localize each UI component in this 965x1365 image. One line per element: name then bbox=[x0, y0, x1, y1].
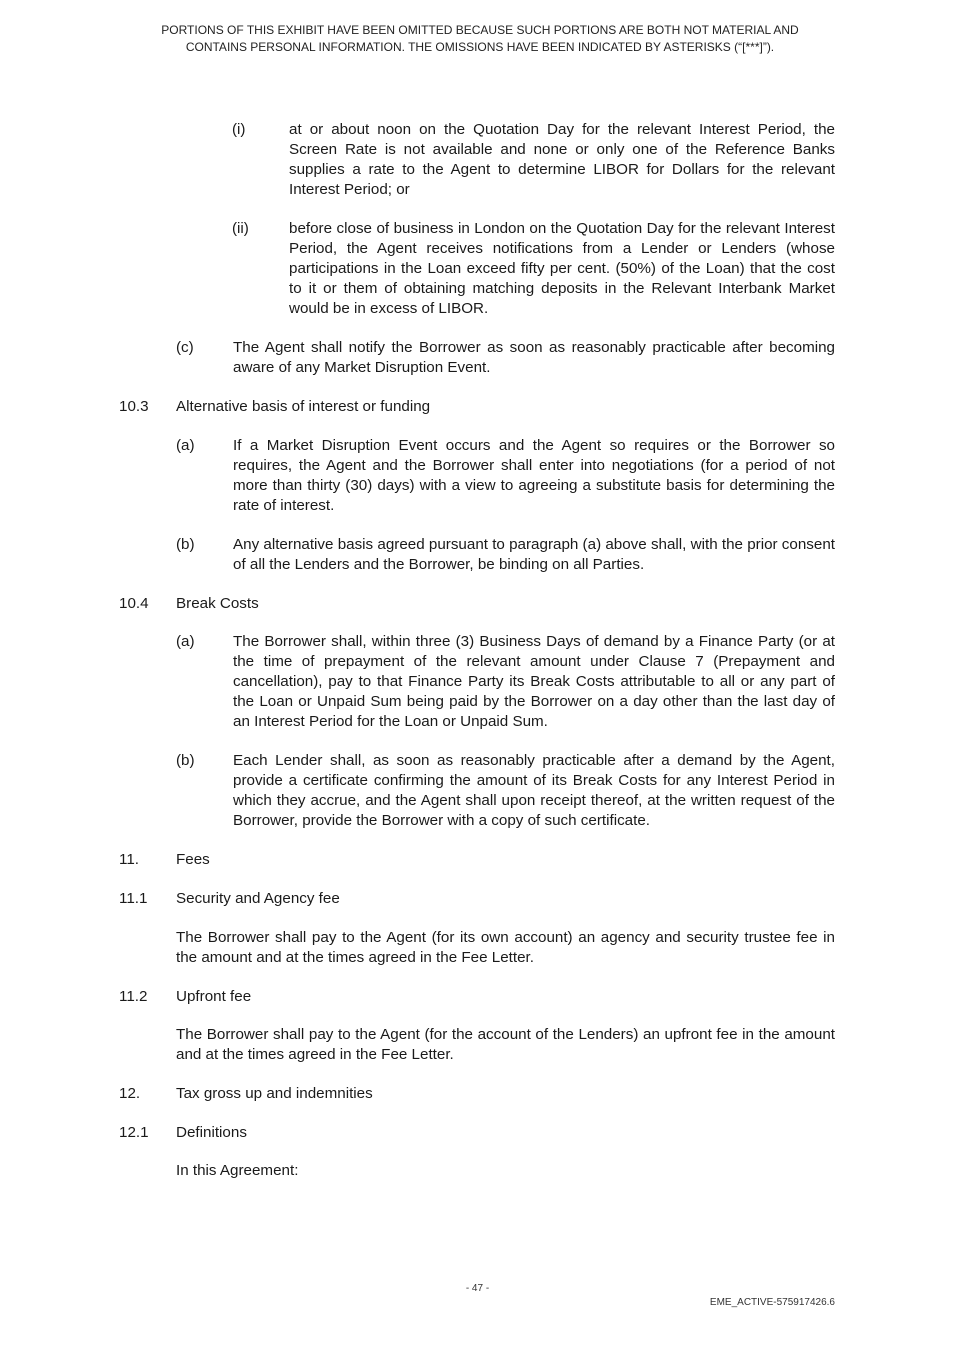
document-reference: EME_ACTIVE-575917426.6 bbox=[709, 1297, 835, 1308]
paragraph-text: Any alternative basis agreed pursuant to paragraph (a) above shall, with the prior consent of all the Lenders and the Borrower, be binding on all Parties. bbox=[233, 536, 835, 573]
clause-number: 10.3 bbox=[119, 398, 149, 415]
subitem-number: (i) bbox=[232, 121, 246, 138]
paragraph-text: If a Market Disruption Event occurs and the Agent so requires or the Borrower so requires, the Agent and the Borrower shall enter into negotiations (for a period of not more than thirty (30) days) with a view to agreeing a substitute basis for determining the rate of interest. bbox=[233, 437, 835, 514]
header-line-1: PORTIONS OF THIS EXHIBIT HAVE BEEN OMITTED BECAUSE SUCH PORTIONS ARE BOTH NOT MATERIAL AND bbox=[161, 23, 799, 37]
clause-number: 11. bbox=[119, 851, 139, 868]
clause-title: Tax gross up and indemnities bbox=[176, 1085, 373, 1102]
clause-title: Alternative basis of interest or funding bbox=[176, 398, 431, 415]
page-number: - 47 - bbox=[465, 1283, 490, 1294]
clause-title: Break Costs bbox=[176, 595, 259, 612]
subitem-text: at or about noon on the Quotation Day for the relevant Interest Period, the Screen Rate is not available and none or only one of the Reference Banks supplies a rate to the Agent to determine LIBOR for Dollars for the relevant Interest Period; or bbox=[289, 121, 835, 198]
paragraph-text: The Borrower shall, within three (3) Business Days of demand by a Finance Party (or at the time of prepayment of the relevant amount under Clause 7 (Prepayment and cancellation), pay to that Finance Party its Break Costs attributable to all or any part of the Loan or Unpaid Sum being paid by the Borrower on a day other than the last day of an Interest Period for the Loan or Unpaid Sum. bbox=[233, 633, 835, 730]
paragraph-number: (a) bbox=[176, 633, 195, 650]
paragraph-number: (b) bbox=[176, 752, 195, 769]
clause-number: 11.2 bbox=[119, 988, 148, 1005]
clause-title: Definitions bbox=[176, 1124, 247, 1141]
paragraph-number: (c) bbox=[176, 339, 194, 356]
header-line-2: CONTAINS PERSONAL INFORMATION. THE OMISSIONS HAVE BEEN INDICATED BY ASTERISKS (“[***]”). bbox=[185, 40, 775, 54]
paragraph-text: In this Agreement: bbox=[176, 1162, 299, 1179]
paragraph-number: (b) bbox=[176, 536, 195, 553]
paragraph-text: The Agent shall notify the Borrower as soon as reasonably practicable after becoming aware of any Market Disruption Event. bbox=[233, 339, 835, 376]
subitem-number: (ii) bbox=[232, 220, 249, 237]
clause-number: 12. bbox=[119, 1085, 141, 1102]
clause-title: Security and Agency fee bbox=[176, 890, 340, 907]
clause-number: 11.1 bbox=[119, 890, 148, 907]
clause-number: 12.1 bbox=[119, 1124, 149, 1141]
subitem-text: before close of business in London on the Quotation Day for the relevant Interest Period, the Agent receives notifications from a Lender or Lenders (whose participations in the Loan exceed fifty per cent. (50%) of the Loan) that the cost to it or them of obtaining matching deposits in the Relevant Interbank Market would be in excess of LIBOR. bbox=[289, 220, 835, 317]
exhibit-header bbox=[120, 22, 840, 56]
clause-title: Fees bbox=[176, 851, 210, 868]
paragraph-text: The Borrower shall pay to the Agent (for its own account) an agency and security trustee fee in the amount and at the times agreed in the Fee Letter. bbox=[176, 929, 835, 966]
paragraph-text: Each Lender shall, as soon as reasonably practicable after a demand by the Agent, provide a certificate confirming the amount of its Break Costs for any Interest Period in which they accrue, and the Agent shall upon receipt thereof, at the written request of the Borrower, provide the Borrower with a copy of such certificate. bbox=[233, 752, 835, 829]
paragraph-text: The Borrower shall pay to the Agent (for the account of the Lenders) an upfront fee in the amount and at the times agreed in the Fee Letter. bbox=[176, 1026, 835, 1063]
clause-title: Upfront fee bbox=[176, 988, 252, 1005]
clause-number: 10.4 bbox=[119, 595, 149, 612]
paragraph-number: (a) bbox=[176, 437, 195, 454]
